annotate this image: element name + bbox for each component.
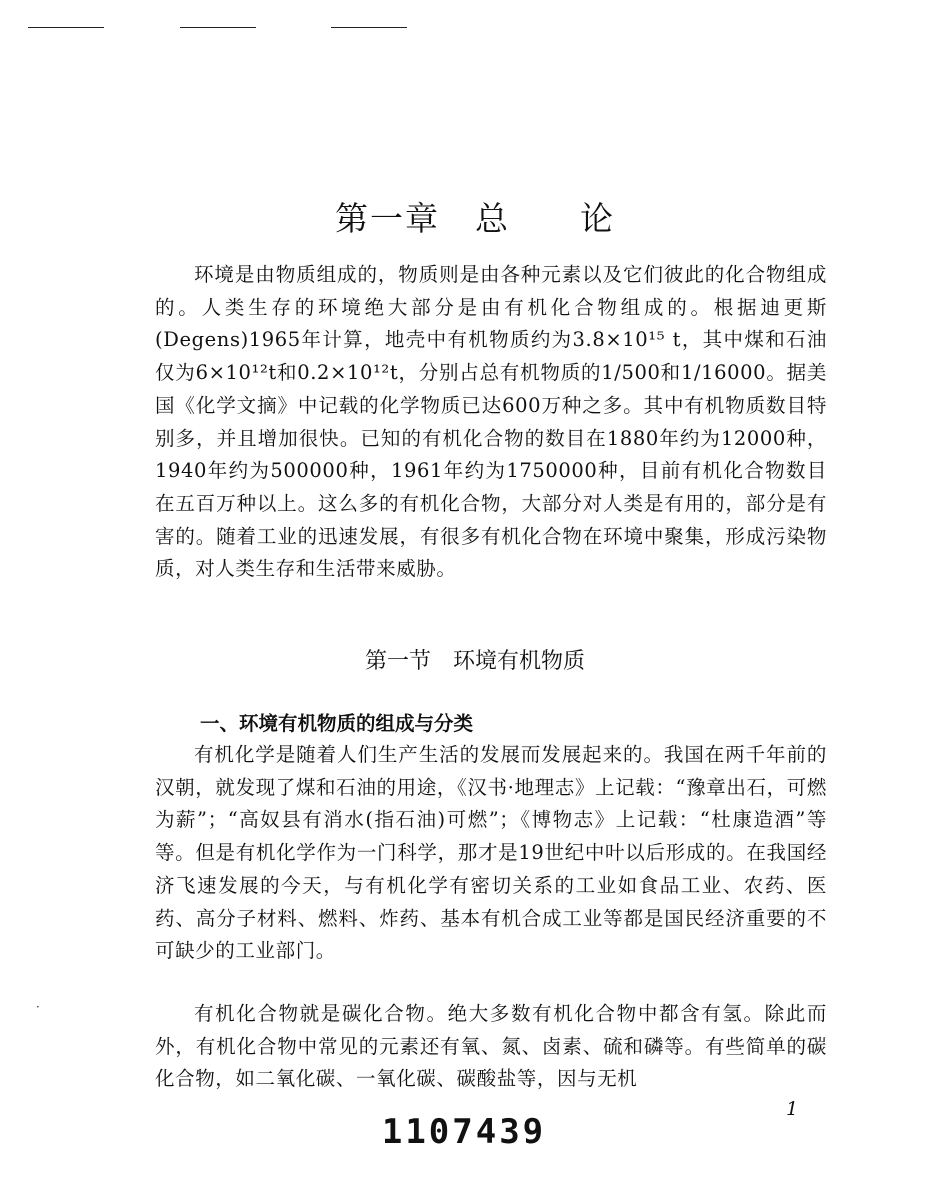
page-number: 1 [786,1098,799,1120]
chapter-intro-paragraph: 环境是由物质组成的，物质则是由各种元素以及它们彼此的化合物组成的。人类生存的环境绝大部分是由有机化合物组成的。根据迪更斯(Degens)1965年计算，地壳中有机物质约为3.8×10¹⁵ t，其中煤和石油仅为6×10¹²t和0.2×10¹²t，分别占总有机物质的1/500和1/16000。据美国《化学文摘》中记载的化学物质已达600万种之多。其中有机物质数目特别多，并且增加很快。已知的有机化合物的数目在1880年约为12000种，1940年约为500000种，1961年约为1750000种，目前有机化合物数目在五百万种以上。这么多的有机化合物，大部分对人类是有用的，部分是有害的。随着工业的迅速发展，有很多有机化合物在环境中聚集，形成污染物质，对人类生存和生活带来威胁。 [155,263,827,581]
top-rule-1 [28,27,104,28]
top-rule-3 [331,27,407,28]
subsection-paragraph-1: 有机化学是随着人们生产生活的发展而发展起来的。我国在两千年前的汉朝，就发现了煤和石油的用途，《汉书·地理志》上记载：“豫章出石，可燃为薪”；“高奴县有消水(指石油)可燃”；《博物志》上记载：“杜康造酒”等等。但是有机化学作为一门科学，那才是19世纪中叶以后形成的。在我国经济飞速发展的今天，与有机化学有密切关系的工业如食品工业、农药、医药、高分子材料、燃料、炸药、基本有机合成工业等都是国民经济重要的不可缺少的工业部门。 [155,743,827,963]
subsection-paragraph-2: 有机化合物就是碳化合物。绝大多数有机化合物中都含有氢。除此而外，有机化合物中常见的元素还有氧、氮、卤素、硫和磷等。有些简单的碳化合物，如二氧化碳、一氧化碳、碳酸盐等，因与无机 [155,1002,827,1091]
margin-speck-mark: · [36,1000,40,1014]
top-rule-2 [180,27,256,28]
chapter-title: 第一章 总 论 [335,199,615,238]
serial-number-stamp: 1107439 [381,1112,547,1152]
subsection-title: 一、环境有机物质的组成与分类 [200,712,474,735]
section-title: 第一节 环境有机物质 [364,649,585,674]
